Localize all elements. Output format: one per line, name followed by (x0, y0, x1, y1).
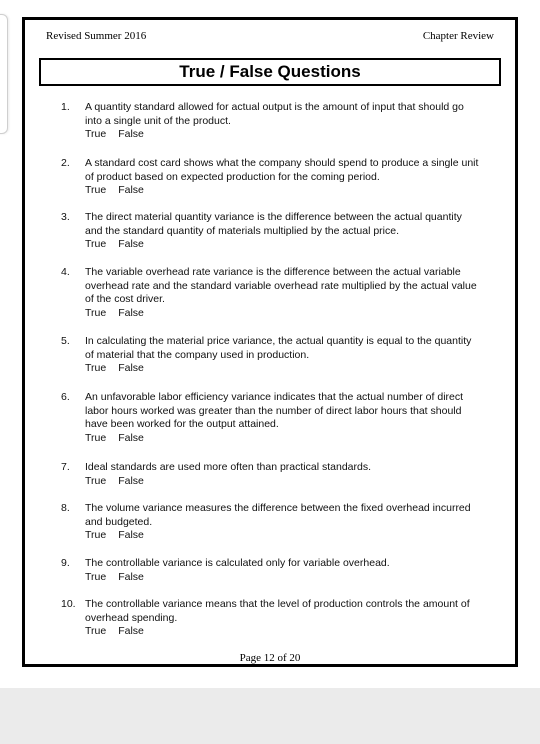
answer-options (85, 529, 481, 543)
false-option[interactable]: False (118, 625, 144, 637)
true-option[interactable]: True (85, 184, 107, 196)
true-option[interactable]: True (85, 625, 107, 637)
question-text: A quantity standard allowed for actual output is the amount of input that should go into a single unit of the product. (85, 101, 464, 127)
question-item (61, 391, 481, 445)
true-option[interactable]: True (85, 529, 107, 541)
question-item (61, 461, 481, 488)
true-option[interactable]: True (85, 362, 107, 374)
section-title-box (39, 58, 501, 86)
answer-options (85, 128, 481, 142)
question-number: 8. (61, 502, 70, 514)
question-number: 7. (61, 461, 70, 473)
answer-options (85, 432, 481, 446)
question-item (61, 557, 481, 584)
true-option[interactable]: True (85, 306, 107, 319)
question-number: 9. (61, 557, 70, 569)
true-option[interactable]: True (85, 128, 107, 140)
header-right: Chapter Review (422, 30, 494, 42)
false-option[interactable]: False (118, 306, 144, 319)
false-option[interactable]: False (118, 474, 144, 487)
true-option[interactable]: True (85, 474, 107, 487)
false-option[interactable]: False (118, 184, 144, 196)
question-number: 10. (61, 598, 76, 610)
question-number: 1. (61, 101, 70, 113)
answer-options (85, 475, 481, 489)
question-item (61, 598, 481, 639)
question-text: In calculating the material price variance, the actual quantity is equal to the quantity of material that the company used in production. (85, 335, 472, 361)
answer-options (85, 184, 481, 198)
false-option[interactable]: False (118, 362, 144, 374)
answer-options (85, 307, 481, 321)
question-text: The direct material quantity variance is the difference between the actual quantity and the standard quantity of materials multiplied by the actual price. (85, 211, 462, 237)
question-number: 3. (61, 211, 70, 223)
question-text: A standard cost card shows what the company should spend to produce a single unit of product based on expected production for the coming period. (85, 157, 479, 183)
answer-options (85, 238, 481, 252)
true-option[interactable]: True (85, 570, 107, 583)
false-option[interactable]: False (118, 570, 144, 583)
question-number: 4. (61, 266, 70, 278)
question-number: 5. (61, 335, 70, 347)
question-text: An unfavorable labor efficiency variance indicates that the actual number of direct labor hours worked was greater than the number of direct labor hours that should have been worked for the output attained. (85, 391, 464, 430)
question-item (61, 211, 481, 252)
question-text: The controllable variance means that the level of production controls the amount of overhead spending. (85, 598, 470, 624)
false-option[interactable]: False (118, 529, 144, 541)
question-text: The controllable variance is calculated only for variable overhead. (85, 557, 390, 569)
question-item (61, 101, 481, 142)
true-option[interactable]: True (85, 431, 107, 444)
question-text: The volume variance measures the difference between the fixed overhead incurred and budgeted. (85, 502, 471, 528)
question-number: 6. (61, 391, 70, 403)
false-option[interactable]: False (118, 128, 144, 140)
section-title: True / False Questions (179, 62, 361, 81)
true-option[interactable]: True (85, 238, 107, 250)
header-left: Revised Summer 2016 (46, 30, 147, 42)
side-panel-handle[interactable] (0, 14, 8, 134)
question-number: 2. (61, 157, 70, 169)
question-item (61, 266, 481, 320)
question-item (61, 157, 481, 198)
document-page (22, 17, 518, 667)
answer-options (85, 362, 481, 376)
answer-options (85, 625, 481, 639)
page-footer: Page 12 of 20 (239, 652, 301, 664)
question-item (61, 335, 481, 376)
question-item (61, 502, 481, 543)
false-option[interactable]: False (118, 431, 144, 444)
question-text: The variable overhead rate variance is the difference between the actual variable overhead rate and the standard variable overhead rate multiplied by the actual value of the cost driver. (85, 266, 477, 305)
question-text: Ideal standards are used more often than practical standards. (85, 461, 372, 473)
false-option[interactable]: False (118, 238, 144, 250)
answer-options (85, 571, 481, 585)
